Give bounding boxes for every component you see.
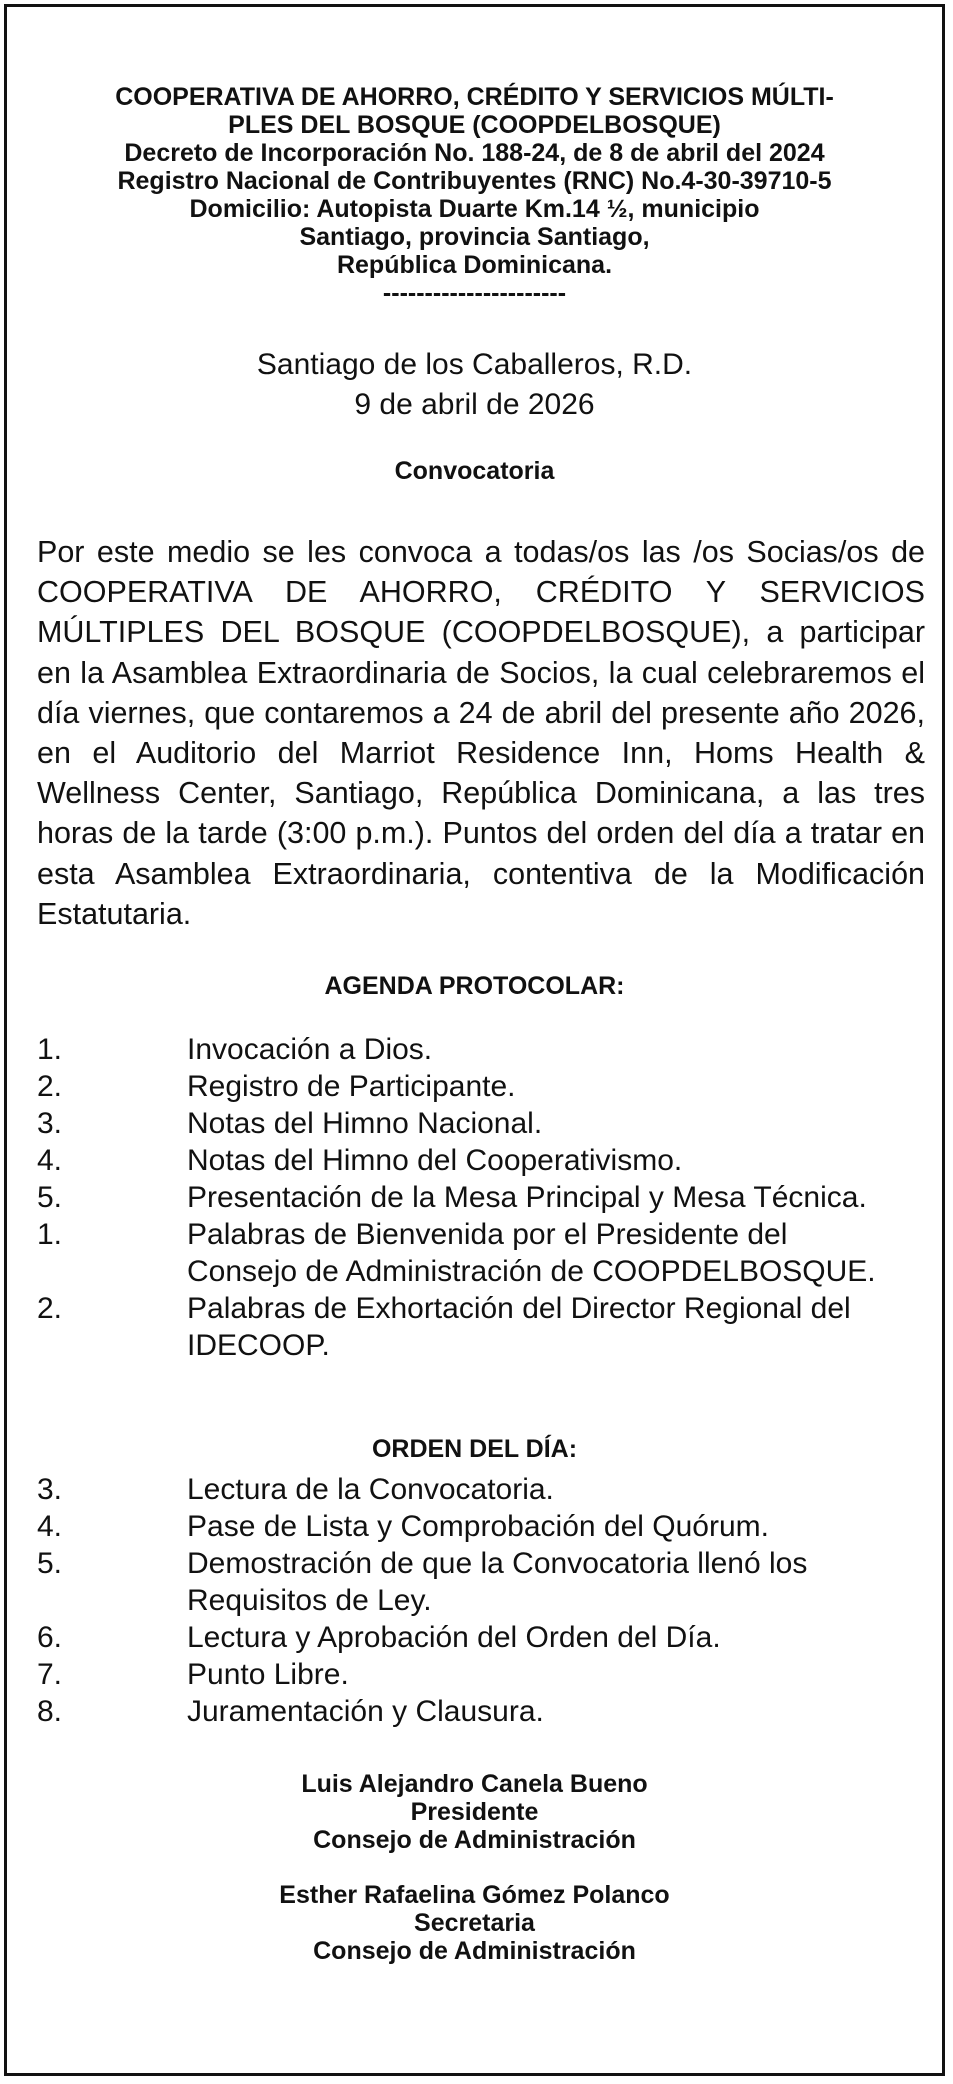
header-line: Domicilio: Autopista Duarte Km.14 ½, municipio: [189, 195, 760, 223]
signer-name: Esther Rafaelina Gómez Polanco: [279, 1881, 670, 1909]
convocatoria-title: Convocatoria: [394, 457, 555, 485]
signer-name: Luis Alejandro Canela Bueno: [301, 1770, 648, 1798]
orden-list: [37, 1471, 947, 1730]
signer-body: Consejo de Administración: [313, 1826, 636, 1854]
item-number: 4.: [37, 1510, 63, 1543]
list-item: [37, 1693, 947, 1730]
item-number: 8.: [37, 1695, 63, 1728]
header-line: República Dominicana.: [336, 251, 613, 279]
header-line: Santiago, provincia Santiago,: [299, 223, 650, 251]
orden-title: ORDEN DEL DÍA:: [371, 1435, 578, 1463]
signature-president: [7, 1770, 942, 1854]
header-divider: ----------------------: [382, 279, 567, 307]
item-number: 2.: [37, 1070, 63, 1103]
item-number: 3.: [37, 1107, 63, 1140]
list-item: [37, 1179, 947, 1216]
item-text: Punto Libre.: [187, 1658, 349, 1691]
item-text: Juramentación y Clausura.: [187, 1695, 544, 1728]
item-number: 3.: [37, 1473, 63, 1506]
header-line: COOPERATIVA DE AHORRO, CRÉDITO Y SERVICIOS MÚLTI-: [115, 83, 834, 111]
item-text: Pase de Lista y Comprobación del Quórum.: [187, 1510, 769, 1543]
item-text: Lectura y Aprobación del Orden del Día.: [187, 1621, 721, 1654]
item-number: 4.: [37, 1144, 63, 1177]
place-line: Santiago de los Caballeros, R.D.: [256, 348, 693, 381]
list-item: [37, 1068, 947, 1105]
list-item: [37, 1545, 947, 1619]
item-number: 6.: [37, 1621, 63, 1654]
item-number: 1.: [37, 1033, 63, 1066]
notice-frame: [4, 4, 945, 2076]
item-number: 5.: [37, 1547, 63, 1580]
item-text: Notas del Himno Nacional.: [187, 1107, 543, 1140]
item-number: 5.: [37, 1181, 63, 1214]
list-item: [37, 1290, 947, 1364]
signature-secretary: [7, 1881, 942, 1965]
item-text: Palabras de Exhortación del Director Regional del IDECOOP.: [187, 1292, 851, 1362]
place-date-block: [7, 345, 942, 425]
item-text: Demostración de que la Convocatoria llenó los Requisitos de Ley.: [187, 1547, 808, 1617]
notice-header: [7, 83, 942, 307]
agenda-title: AGENDA PROTOCOLAR:: [324, 972, 625, 1000]
list-item: [37, 1656, 947, 1693]
header-line: Registro Nacional de Contribuyentes (RNC) No.4-30-39710-5: [117, 167, 832, 195]
item-text: Registro de Participante.: [187, 1070, 516, 1103]
header-line: Decreto de Incorporación No. 188-24, de 8 de abril del 2024: [124, 139, 825, 167]
body-paragraph: Por este medio se les convoca a todas/os las /os Socias/os de COOPERATIVA DE AHORRO, CRÉDITO Y SERVICIOS MÚLTIPLES DEL BOSQUE (COOPDELBOSQUE), a participar en la Asamblea Extraordinaria de Socios, la cual celebraremos el día viernes, que contaremos a 24 de abril del presente año 2026, en el Auditorio del Marriot Residence Inn, Homs Health & Wellness Center, Santiago, República Dominicana, a las tres horas de la tarde (3:00 p.m.). Puntos del orden del día a tratar en esta Asamblea Extraordinaria, contentiva de la Modificación Estatutaria.: [37, 535, 925, 931]
list-item: [37, 1471, 947, 1508]
item-text: Palabras de Bienvenida por el Presidente del Consejo de Administración de COOPDELBOSQUE.: [187, 1218, 876, 1288]
date-line: 9 de abril de 2026: [354, 388, 595, 421]
item-number: 1.: [37, 1218, 63, 1251]
list-item: [37, 1142, 947, 1179]
item-text: Lectura de la Convocatoria.: [187, 1473, 554, 1506]
item-text: Presentación de la Mesa Principal y Mesa Técnica.: [187, 1181, 867, 1214]
item-number: 2.: [37, 1292, 63, 1325]
list-item: [37, 1031, 947, 1068]
list-item: [37, 1619, 947, 1656]
item-text: Notas del Himno del Cooperativismo.: [187, 1144, 683, 1177]
item-number: 7.: [37, 1658, 63, 1691]
header-line: PLES DEL BOSQUE (COOPDELBOSQUE): [228, 111, 721, 139]
list-item: [37, 1508, 947, 1545]
signer-role: Presidente: [410, 1798, 539, 1826]
list-item: [37, 1105, 947, 1142]
item-text: Invocación a Dios.: [187, 1033, 433, 1066]
agenda-list: [37, 1031, 947, 1364]
signer-role: Secretaria: [414, 1909, 535, 1937]
list-item: [37, 1216, 947, 1290]
signer-body: Consejo de Administración: [313, 1937, 636, 1965]
